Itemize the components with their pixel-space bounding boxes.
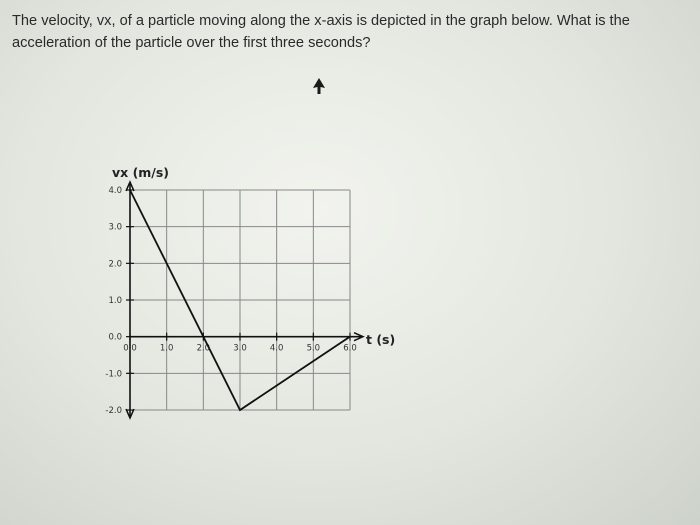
y-tick-label: 2.0 [108, 259, 122, 270]
mouse-pointer-icon [312, 77, 326, 95]
y-tick-label: -2.0 [105, 406, 122, 416]
chart-ticks [105, 186, 356, 416]
x-tick-label: 2.0 [196, 343, 211, 354]
y-axis-title: vx (m/s) [112, 165, 170, 180]
x-tick-label: 0.0 [123, 343, 137, 354]
velocity-chart [90, 160, 410, 420]
y-tick-label: 1.0 [108, 296, 122, 306]
question-text: The velocity, vx, of a particle moving along the x-axis is depicted in the graph below. What is the acceleration of the particle over the first three seconds? [12, 13, 630, 51]
x-tick-label: 5.0 [306, 343, 321, 354]
y-tick-label: 0.0 [108, 332, 122, 343]
y-tick-label: 4.0 [108, 186, 122, 196]
x-axis-title: t (s) [366, 332, 396, 347]
x-tick-label: 4.0 [269, 343, 284, 354]
y-tick-label: -1.0 [105, 369, 122, 380]
x-tick-label: 3.0 [233, 343, 247, 354]
x-tick-label: 1.0 [159, 343, 174, 354]
y-tick-label: 3.0 [108, 222, 122, 233]
velocity-data-point [129, 189, 131, 191]
velocity-data-point [349, 336, 351, 338]
velocity-data-point [239, 409, 241, 411]
x-tick-label: 6.0 [343, 343, 357, 354]
chart-grid [130, 190, 350, 410]
